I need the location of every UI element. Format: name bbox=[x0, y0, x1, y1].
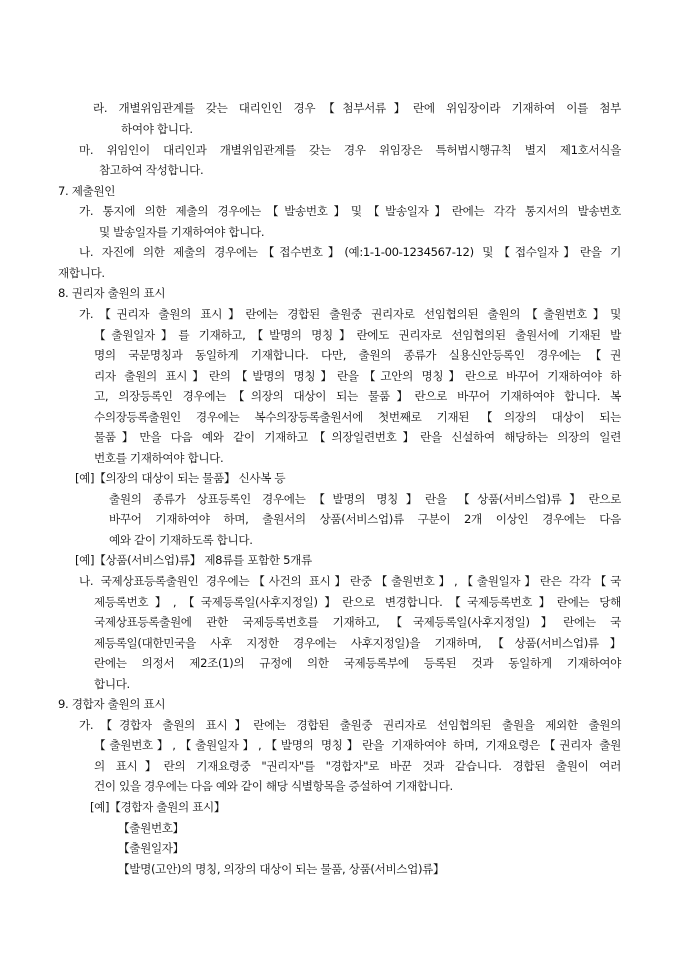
example-app-number: 【출원번호】 bbox=[118, 821, 184, 835]
trademark-note-line1: 출원의 종류가 상표등록인 경우에는【발명의 명칭】란을 【상품(서비스업)류】란으로 bbox=[109, 492, 621, 506]
section-9-heading: 9. 경합자 출원의 표시 bbox=[58, 697, 166, 711]
item-ra-line1: 라. 개별위임관계를 갖는 대리인인 경우【첨부서류】란에 위임장이라 기재하여 이를 첨부 bbox=[93, 101, 621, 115]
item-8-ga-line6: 수의장등록출원인 경우에는 복수의장등록출원서에 첫번째로 기재된【의장의 대상이 되는 bbox=[94, 410, 621, 424]
item-8-ga-line5: 고, 의장등록인 경우에는【의장의 대상이 되는 물품】란으로 바꾸어 기재하여야 합니다. 복 bbox=[94, 389, 621, 403]
item-8-ga-line1: 가.【권리자 출원의 표시】란에는 경합된 출원중 권리자로 선임협의된 출원의【출원번호】및 bbox=[79, 307, 621, 321]
section-8-heading: 8. 권리자 출원의 표시 bbox=[58, 286, 166, 300]
example-competitor: [예]【경합자 출원의 표시】 bbox=[90, 800, 226, 814]
item-9-ga-line2: 【출원번호】,【출원일자】,【발명의 명칭】란을 기재하여야 하며, 기재요령은【권리자 출원 bbox=[94, 738, 621, 752]
item-ma-line2: 참고하여 작성합니다. bbox=[99, 163, 204, 177]
item-8-ga-line4: 리자 출원의 표시】란의【발명의 명칭】란을【고안의 명칭】란으로 바꾸어 기재하여야 하 bbox=[94, 369, 621, 383]
item-9-ga-line4: 건이 있을 경우에는 다음 예와 같이 해당 식별항목을 증설하여 기재합니다. bbox=[94, 779, 453, 793]
trademark-note-line2: 바꾸어 기재하여야 하며, 출원서의 상품(서비스업)류 구분이 2개 이상인 경우에는 다음 bbox=[109, 512, 621, 526]
item-8-na-line2: 제등록번호】,【국제등록일(사후지정일)】란으로 변경합니다.【국제등록번호】란에는 당해 bbox=[94, 595, 621, 609]
item-7-na-line2: 재합니다. bbox=[58, 266, 105, 280]
trademark-note-line3: 예와 같이 기재하도록 합니다. bbox=[109, 533, 253, 547]
item-ma-line1: 마. 위임인이 대리인과 개별위임관계를 갖는 경우 위임장은 특허법시행규칙 별지 제1호서식을 bbox=[79, 143, 621, 157]
item-ra-line2: 하여야 합니다. bbox=[121, 122, 193, 136]
example-title-line: 【발명(고안)의 명칭, 의장의 대상이 되는 물품, 상품(서비스업)류】 bbox=[118, 862, 445, 876]
item-8-ga-line7: 물품】만을 다음 예와 같이 기재하고【의장일련번호】란을 신설하여 해당하는 의장의 일련 bbox=[94, 430, 621, 444]
item-8-ga-line8: 번호를 기재하여야 합니다. bbox=[94, 451, 224, 465]
item-7-ga-line1: 가. 통지에 의한 제출의 경우에는【발송번호】및【발송일자】란에는 각각 통지서의 발송번호 bbox=[79, 204, 621, 218]
item-8-ga-line3: 명의 국문명칭과 동일하게 기재합니다. 다만, 출원의 종류가 실용신안등록인 경우에는【권 bbox=[94, 348, 621, 362]
item-8-na-line5: 란에는 의정서 제2조(1)의 규정에 의한 국제등록부에 등록된 것과 동일하게 기재하여야 bbox=[94, 656, 621, 670]
item-9-ga-line3: 의 표시】란의 기재요령중 "권리자"를 "경합자"로 바꾼 것과 같습니다. 경합된 출원이 여러 bbox=[94, 759, 621, 773]
example-design-article: [예]【의장의 대상이 되는 물품】 신사복 등 bbox=[75, 471, 286, 485]
item-9-ga-line1: 가.【경합자 출원의 표시】란에는 경합된 출원중 권리자로 선임협의된 출원을 제외한 출원의 bbox=[79, 718, 621, 732]
item-8-ga-line2: 【출원일자】를 기재하고,【발명의 명칭】란에도 권리자로 선임협의된 출원서에 기재된 발 bbox=[94, 328, 621, 342]
item-8-na-line3: 국제상표등록출원에 관한 국제등록번호를 기재하고,【국제등록일(사후지정일)】란에는 국 bbox=[94, 615, 621, 629]
item-8-na-line4: 제등록일(대한민국을 사후 지정한 경우에는 사후지정일)을 기재하며,【상품(서비스업)류】 bbox=[94, 636, 621, 650]
item-7-na-line1: 나. 자진에 의한 제출의 경우에는【접수번호】(예:1-1-00-1234567-12) 및【접수일자】란을 기 bbox=[79, 245, 621, 259]
item-8-na-line6: 합니다. bbox=[94, 677, 130, 691]
item-7-ga-line2: 및 발송일자를 기재하여야 합니다. bbox=[99, 225, 265, 239]
example-app-date: 【출원일자】 bbox=[118, 841, 184, 855]
section-7-heading: 7. 제출원인 bbox=[58, 184, 116, 198]
example-goods-class: [예]【상품(서비스업)류】 제8류를 포함한 5개류 bbox=[75, 553, 312, 567]
item-8-na-line1: 나. 국제상표등록출원인 경우에는【사건의 표시】란중【출원번호】,【출원일자】란은 각각【국 bbox=[79, 574, 621, 588]
